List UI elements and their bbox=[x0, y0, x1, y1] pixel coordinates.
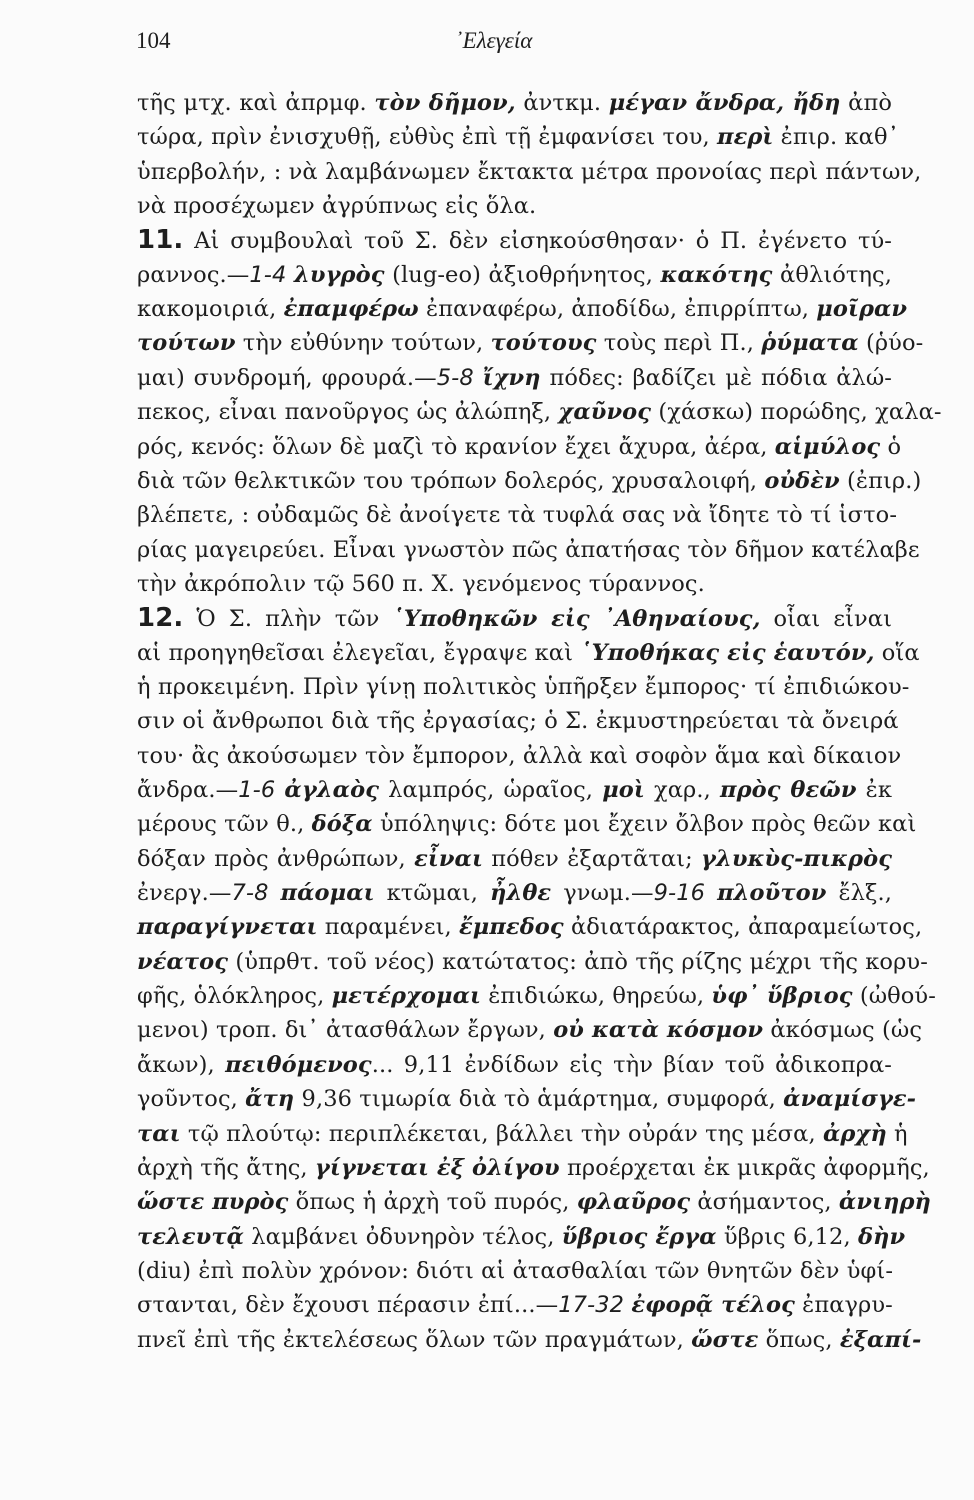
text-line: τούτων τὴν εὐθύνην τούτων, τούτους τοὺς περὶ Π., ῥύματα (ῥύο- bbox=[137, 330, 924, 357]
text-line: ται τῷ πλούτῳ: περιπλέκεται, βάλλει τὴν οὐράν της μέσα, ἀρχὴ ἡ bbox=[137, 1120, 908, 1147]
text-line: στανται, δὲν ἔχουσι πέρασιν ἐπί...—17-32 ἐφορᾷ τέλος ἐπαγρυ- bbox=[137, 1292, 893, 1319]
text-line: ὑπερβολήν, : νὰ λαμβάνωμεν ἔκτακτα μέτρα προνοίας περὶ πάντων, bbox=[137, 158, 922, 185]
text-line: ἄνδρα.—1-6 ἀγλαὸς λαμπρός, ὡραῖος, μοὶ χαρ., πρὸς θεῶν ἐκ bbox=[137, 777, 893, 803]
text-line: μενοι) τροπ. δι᾽ ἀτασθάλων ἔργων, οὐ κατὰ κόσμον ἀκόσμως (ὡς bbox=[137, 1017, 923, 1044]
text-line: φῆς, ὁλόκληρος, μετέρχομαι ἐπιδιώκω, θηρεύω, ὑφ᾽ ὕβριος (ὠθού- bbox=[137, 983, 936, 1010]
text-line: τὴν ἀκρόπολιν τῷ 560 π. Χ. γενόμενος τύραννος. bbox=[137, 570, 705, 597]
text-line: αἱ προηγηθεῖσαι ἐλεγεῖαι, ἔγραψε καὶ ῾Υποθήκας εἰς ἑαυτόν, οἵα bbox=[137, 639, 920, 666]
text-line: βλέπετε, : οὐδαμῶς δὲ ἀνοίγετε τὰ τυφλά σας νὰ ἴδητε τὸ τί ἱστο- bbox=[137, 502, 898, 529]
text-line: παραγίγνεται παραμένει, ἔμπεδος ἀδιατάρακτος, ἀπαραμείωτος, bbox=[137, 914, 923, 941]
text-line: μαι) συνδρομή, φρουρά.—5-8 ἴχνη πόδες: βαδίζει μὲ πόδια ἀλώ- bbox=[137, 364, 893, 391]
text-line: μέρους τῶν θ., δόξα ὑπόληψις: δότε μοι ἔχειν ὄλβον πρὸς θεῶν καὶ bbox=[137, 811, 917, 838]
text-line: ραννος.—1-4 λυγρὸς (lug-eo) ἀξιοθρήνητος, κακότης ἀθλιότης, bbox=[137, 261, 892, 288]
text-line: ἀρχὴ τῆς ἄτης, γίγνεται ἐξ ὀλίγου προέρχεται ἐκ μικρᾶς ἀφορμῆς, bbox=[137, 1154, 930, 1181]
text-line: ρός, κενός: ὅλων δὲ μαζὶ τὸ κρανίον ἔχει ἄχυρα, ἀέρα, αἱμύλος ὁ bbox=[137, 433, 902, 460]
text-line: διὰ τῶν θελκτικῶν του τρόπων δολερός, χρυσαλοιφή, οὐδὲν (ἐπιρ.) bbox=[137, 467, 922, 494]
text-line: (diu) ἐπὶ πολὺν χρόνον: διότι αἱ ἀτασθαλίαι τῶν θνητῶν δὲν ὑφί- bbox=[137, 1257, 894, 1284]
text-line: νέατος (ὑπρθτ. τοῦ νέος) κατώτατος: ἀπὸ τῆς ρίζης μέχρι τῆς κορυ- bbox=[137, 948, 928, 975]
text-line: ἡ προκειμένη. Πρὶν γίνῃ πολιτικὸς ὑπῆρξεν ἔμπορος· τί ἐπιδιώκου- bbox=[137, 673, 910, 700]
text-line: πεκος, εἶναι πανοῦργος ὡς ἀλώπηξ, χαῦνος (χάσκω) πορώδης, χαλα- bbox=[137, 399, 942, 426]
text-line: γοῦντος, ἄτη 9,36 τιμωρία διὰ τὸ ἁμάρτημα, συμφορά, ἀναμίσγε- bbox=[137, 1086, 917, 1113]
text-line: σιν οἱ ἄνθρωποι διὰ τῆς ἐργασίας; ὁ Σ. ἐκμυστηρεύεται τὰ ὄνειρά bbox=[137, 708, 899, 735]
text-line: ἐνεργ.—7-8 πάομαι κτῶμαι, ἦλθε γνωμ.—9-16 πλοῦτον ἔλξ., bbox=[137, 880, 892, 907]
text-line: του· ἂς ἀκούσωμεν τὸν ἔμπορον, ἀλλὰ καὶ σοφὸν ἅμα καὶ δίκαιον bbox=[137, 742, 902, 769]
page-number: 104 bbox=[136, 28, 171, 53]
text-line: πνεῖ ἐπὶ τῆς ἐκτελέσεως ὅλων τῶν πραγμάτων, ὥστε ὅπως, ἐξαπί- bbox=[137, 1326, 922, 1353]
text-line: τελευτᾷ λαμβάνει ὀδυνηρὸν τέλος, ὕβριος ἔργα ὕβρις 6,12, δὴν bbox=[137, 1223, 906, 1250]
text-line: 12. Ὁ Σ. πλὴν τῶν ῾Υποθηκῶν εἰς ᾿Αθηναίους, οἷαι εἶναι bbox=[137, 603, 893, 634]
text-line: τώρα, πρὶν ἐνισχυθῇ, εὐθὺς ἐπὶ τῇ ἐμφανίσει του, περὶ ἐπιρ. καθ᾽ bbox=[137, 124, 899, 151]
text-line: 11. Αἱ συμβουλαὶ τοῦ Σ. δὲν εἰσηκούσθησαν· ὁ Π. ἐγένετο τύ- bbox=[137, 225, 892, 256]
text-line: ἄκων), πειθόμενος... 9,11 ἐνδίδων εἰς τὴν βίαν τοῦ ἀδικοπρα- bbox=[137, 1051, 892, 1078]
text-line: νὰ προσέχωμεν ἀγρύπνως εἰς ὅλα. bbox=[137, 193, 537, 220]
running-title: ᾿Ελεγεία bbox=[455, 28, 533, 53]
text-line: τῆς μτχ. καὶ ἀπρμφ. τὸν δῆμον, ἀντκμ. μέγαν ἄνδρα, ἤδη ἀπὸ bbox=[137, 90, 892, 116]
text-line: κακομοιριά, ἐπαμφέρω ἐπαναφέρω, ἀποδίδω, ἐπιρρίπτω, μοῖραν bbox=[137, 296, 908, 323]
text-line: ρίας μαγειρεύει. Εἶναι γνωστὸν πῶς ἀπατήσας τὸν δῆμον κατέλαβε bbox=[137, 536, 920, 563]
text-line: δόξαν πρὸς ἀνθρώπων, εἶναι πόθεν ἐξαρτᾶται; γλυκὺς-πικρὸς bbox=[137, 845, 892, 872]
text-line: ὥστε πυρὸς ὅπως ἡ ἀρχὴ τοῦ πυρός, φλαῦρος ἀσήμαντος, ἀνιηρὴ bbox=[137, 1189, 932, 1216]
